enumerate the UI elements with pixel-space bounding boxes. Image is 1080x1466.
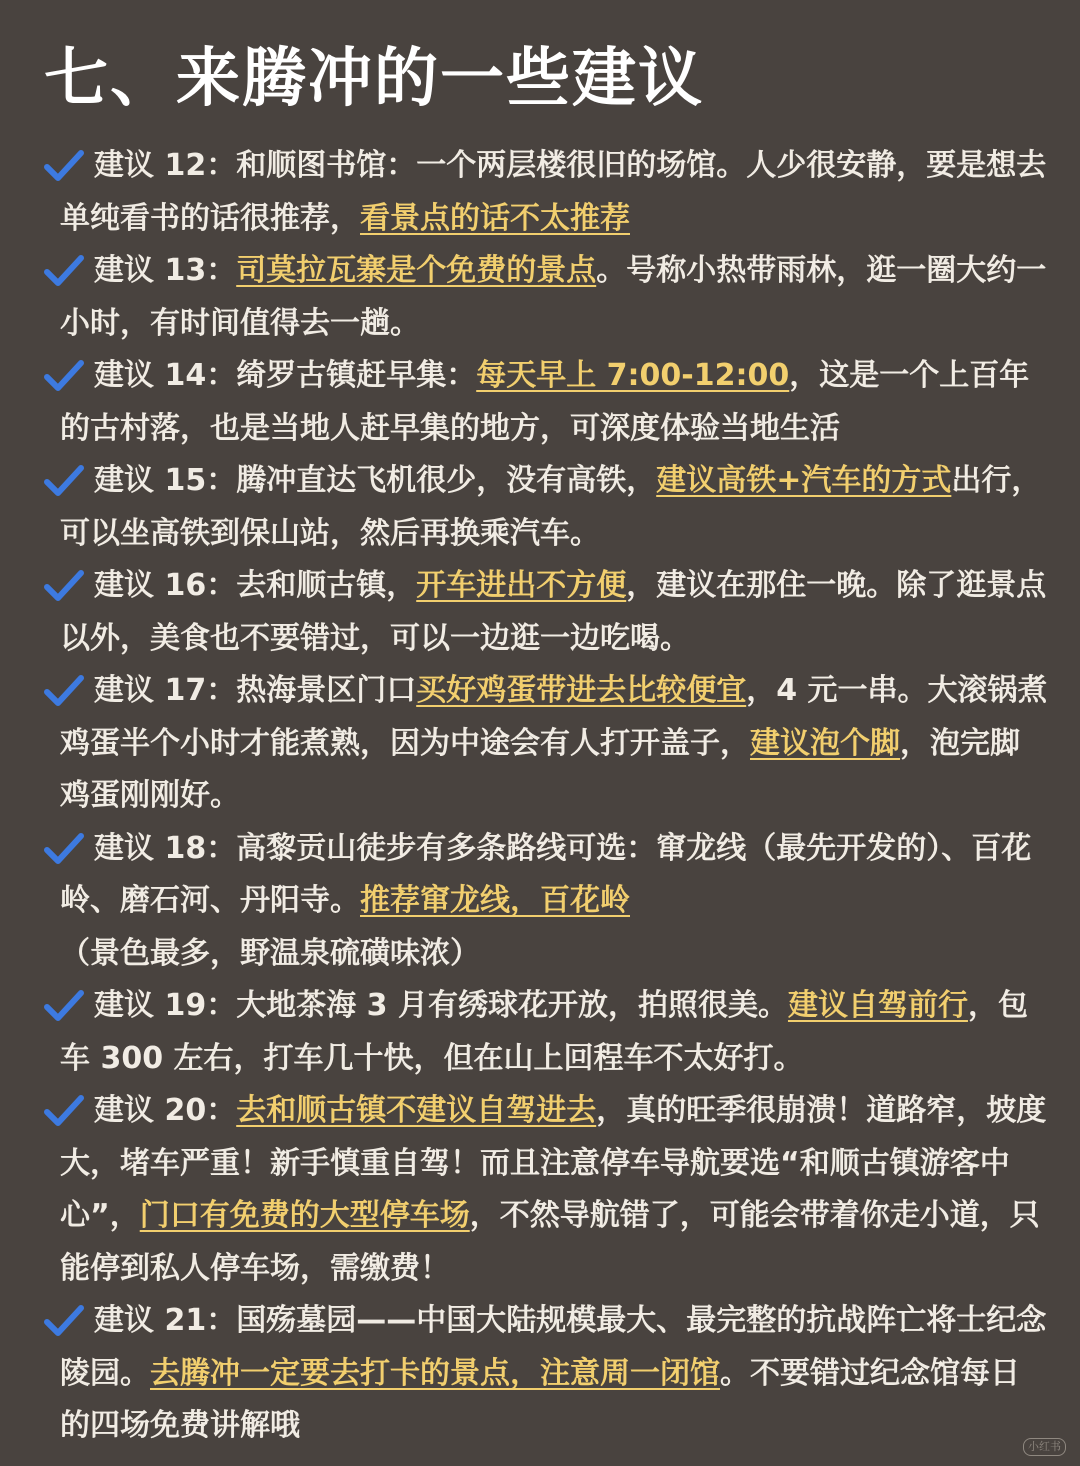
item-text: ，建议在那住一晚。除了逛景点以外，美食也不要错过，可以一边逛一边吃喝。 [60, 568, 1047, 656]
highlight-text: 每天早上 7:00-12:00 [476, 358, 790, 393]
item-text: 建议 15：腾冲直达飞机很少，没有高铁， [94, 463, 657, 498]
item-text: 建议 14：绮罗古镇赶早集： [94, 358, 477, 393]
highlight-text: 建议高铁+汽车的方式 [656, 463, 952, 498]
highlight-text: 去腾冲一定要去打卡的景点，注意周一闭馆 [150, 1355, 720, 1391]
item-text: 。不要错过纪念馆每日的四场免费讲解哦 [60, 1355, 1020, 1443]
item-text: 出行，可以坐高铁到保山站，然后再换乘汽车。 [60, 463, 1042, 551]
item-text: ，泡完脚鸡蛋刚刚好。 [60, 725, 1020, 813]
item-text: ，包车 300 左右，打车几十快，但在山上回程车不太好打。 [60, 988, 1028, 1076]
suggestion-item [0, 560, 1080, 665]
item-text: （景色最多，野温泉硫磺味浓） [60, 935, 480, 971]
item-text: 。号称小热带雨林，逛一圈大约一小时，有时间值得去一趟。 [60, 253, 1047, 341]
item-text: ，这是一个上百年的古村落，也是当地人赶早集的地方，可深度体验当地生活 [60, 358, 1030, 446]
item-text: 建议 12：和顺图书馆：一个两层楼很旧的场馆。人少很安静，要是想去单纯看书的话很推荐， [60, 148, 1047, 236]
item-text: ，不然导航错了，可能会带着你走小道，只能停到私人停车场，需缴费！ [60, 1198, 1040, 1286]
check-mark-icon [44, 675, 84, 707]
highlight-text: 司莫拉瓦寨是个免费的景点 [236, 253, 597, 288]
highlight-text: 建议泡个脚 [750, 725, 900, 761]
suggestion-item [0, 455, 1080, 560]
suggestion-item [0, 665, 1080, 823]
check-mark-icon [44, 1095, 84, 1127]
suggestion-item [0, 140, 1080, 245]
check-mark-icon [44, 360, 84, 392]
check-mark-icon [44, 570, 84, 602]
highlight-text: 开车进出不方便 [416, 568, 627, 603]
watermark: 小红书 [1023, 1438, 1066, 1456]
suggestion-item [0, 980, 1080, 1085]
item-text: 建议 13： [94, 253, 237, 288]
suggestion-list [0, 140, 1080, 1453]
highlight-text: 看景点的话不太推荐 [360, 200, 630, 236]
item-text: 建议 20： [94, 1093, 237, 1128]
item-text: 建议 19：大地茶海 3 月有绣球花开放，拍照很美。 [94, 988, 788, 1023]
item-text: 建议 17：热海景区门口 [94, 673, 417, 708]
item-text: ，真的旺季很崩溃！道路窄，坡度大，堵车严重！新手慎重自驾！而且注意停车导航要选“和顺古镇游客中心”， [60, 1093, 1047, 1233]
check-mark-icon [44, 255, 84, 287]
highlight-text: 门口有免费的大型停车场 [139, 1198, 470, 1233]
highlight-text: 去和顺古镇不建议自驾进去 [236, 1093, 597, 1128]
item-text: 建议 18：高黎贡山徒步有多条路线可选：窜龙线（最先开发的）、百花岭、磨石河、丹阳寺。 [60, 830, 1032, 918]
suggestion-item [0, 1085, 1080, 1295]
check-mark-icon [44, 1305, 84, 1337]
check-mark-icon [44, 833, 84, 865]
check-mark-icon [44, 465, 84, 497]
page-title: 七、来腾冲的一些建议 [44, 42, 704, 116]
item-text: 建议 21：国殇墓园——中国大陆规模最大、最完整的抗战阵亡将士纪念陵园。 [60, 1303, 1047, 1391]
item-text: 建议 16：去和顺古镇， [94, 568, 417, 603]
highlight-text: 买好鸡蛋带进去比较便宜 [416, 673, 747, 708]
highlight-text: 推荐窜龙线，百花岭 [360, 883, 630, 918]
suggestion-item [0, 823, 1080, 981]
check-mark-icon [44, 150, 84, 182]
suggestion-item [0, 1295, 1080, 1453]
highlight-text: 建议自驾前行 [787, 988, 968, 1023]
check-mark-icon [44, 990, 84, 1022]
suggestion-item [0, 245, 1080, 350]
item-text: ，4 元一串。大滚锅煮鸡蛋半个小时才能煮熟，因为中途会有人打开盖子， [60, 673, 1048, 761]
suggestion-item [0, 350, 1080, 455]
